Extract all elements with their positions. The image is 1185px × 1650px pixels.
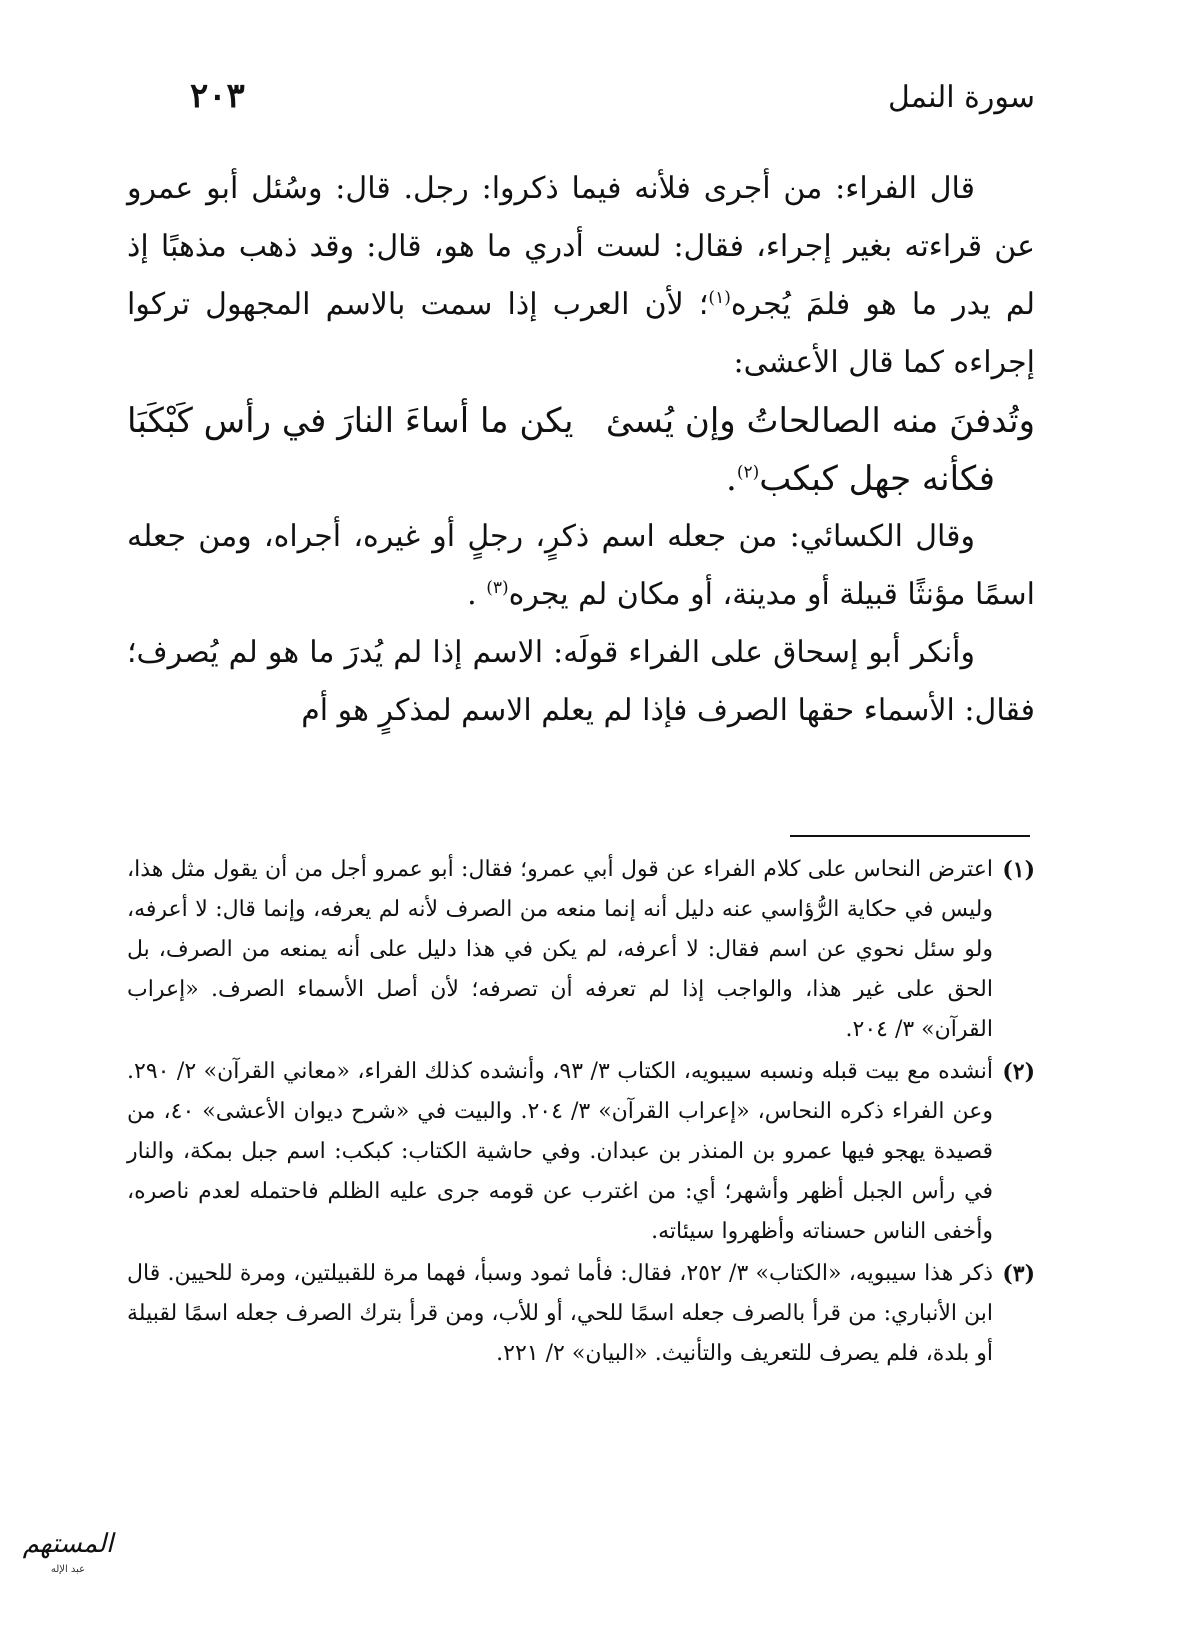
svg-text:المستهم: المستهم bbox=[22, 1529, 114, 1559]
verse-first-hemistich: وتُدفنَ منه الصالحاتُ وإن يُسئ bbox=[605, 401, 1035, 441]
paragraph-2 bbox=[127, 508, 1035, 624]
paragraph-1 bbox=[127, 160, 1035, 392]
footnote-1-number: (١) bbox=[1002, 857, 1035, 883]
footnote-ref-2: (٢) bbox=[736, 462, 760, 483]
footnote-3 bbox=[127, 1254, 1035, 1374]
verse-second-hemistich: يكن ما أساءَ النارَ في رأس كَبْكَبَا bbox=[127, 401, 574, 441]
paragraph-1-text: قال الفراء: من أجرى فلأنه فيما ذكروا: رجل. قال: وسُئل أبو عمرو عن قراءته بغير إجراء، فقال: لست أدري ما هو، قال: وقد ذهب مذهبًا إذ لم يدر ما هو فلمَ يُجره bbox=[127, 171, 1036, 322]
page-number: ٢٠٣ bbox=[190, 76, 245, 116]
publisher-logo bbox=[8, 1520, 128, 1580]
verse-tail-end: . bbox=[726, 459, 737, 499]
surah-title: سورة النمل bbox=[888, 80, 1035, 115]
footnote-1 bbox=[127, 850, 1035, 1050]
footnote-1-text: اعترض النحاس على كلام الفراء عن قول أبي عمرو؛ فقال: أبو عمرو أجل من أن يقول مثل هذا، وليس في حكاية الرُّؤاسي عنه دليل أنه إنما منعه من الصرف لأنه لم يعرفه، وإنما قال: لا أعرفه، ولو سئل نحوي عن اسم فقال: لا أعرفه، لم يكن في هذا دليل على أنه يمنعه من الصرف، بل الحق على غير هذا، والواجب إذا لم تعرفه أن تصرفه؛ لأن أصل الأسماء الصرف. «إعراب القرآن» ٣/ ٢٠٤. bbox=[127, 857, 993, 1042]
paragraph-2-end: . bbox=[467, 577, 487, 612]
footnote-ref-3: (٣) bbox=[486, 578, 509, 598]
footnote-3-number: (٣) bbox=[1002, 1261, 1035, 1287]
footnote-2 bbox=[127, 1052, 1035, 1252]
poetry-verse bbox=[127, 392, 1035, 450]
footnote-2-text: أنشده مع بيت قبله ونسبه سيبويه، الكتاب ٣/ ٩٣، وأنشده كذلك الفراء، «معاني القرآن» ٢/ ٢٩٠. وعن الفراء ذكره النحاس، «إعراب القرآن» ٣/ ٢٠٤. والبيت في «شرح ديوان الأعشى» ٤٠، من قصيدة يهجو فيها عمرو بن المنذر بن عبدان. وفي حاشية الكتاب: كبكب: اسم جبل بمكة، والنار في رأس الجبل أظهر وأشهر؛ أي: من اغترب عن قومه جرى عليه الظلم فاحتمله لعدم ناصره، وأخفى الناس حسناته وأظهروا سيئاته. bbox=[127, 1059, 994, 1244]
paragraph-2-text: وقال الكسائي: من جعله اسم ذكرٍ، رجلٍ أو غيره، أجراه، ومن جعله اسمًا مؤنثًا قبيلة أو مدينة، أو مكان لم يجره bbox=[127, 519, 1035, 612]
svg-text:عبد الإله: عبد الإله bbox=[50, 1564, 86, 1575]
main-text bbox=[127, 160, 1035, 740]
verse-tail bbox=[127, 450, 1035, 508]
footnote-separator bbox=[790, 835, 1030, 837]
footnote-2-number: (٢) bbox=[1002, 1059, 1035, 1085]
verse-tail-text: فكأنه جهل كبكب bbox=[759, 459, 995, 499]
footnote-ref-1: (١) bbox=[708, 288, 731, 308]
paragraph-3: وأنكر أبو إسحاق على الفراء قولَه: الاسم إذا لم يُدرَ ما هو لم يُصرف؛ فقال: الأسماء حقها الصرف فإذا لم يعلم الاسم لمذكرٍ هو أم bbox=[127, 635, 1035, 728]
footnote-3-text: ذكر هذا سيبويه، «الكتاب» ٣/ ٢٥٢، فقال: فأما ثمود وسبأ، فهما مرة للقبيلتين، ومرة للحيين. قال ابن الأنباري: من قرأ بالصرف جعله اسمًا للحي، أو للأب، ومن قرأ بترك الصرف جعله اسمًا لقبيلة أو بلدة، فلم يصرف للتعريف والتأنيث. «البيان» ٢/ ٢٢١. bbox=[127, 1261, 993, 1366]
footnotes bbox=[127, 850, 1035, 1376]
paragraph-1-cont: ؛ لأن العرب إذا سمت بالاسم المجهول تركوا إجراءه كما قال الأعشى: bbox=[127, 287, 1035, 380]
page-header bbox=[130, 76, 1035, 130]
